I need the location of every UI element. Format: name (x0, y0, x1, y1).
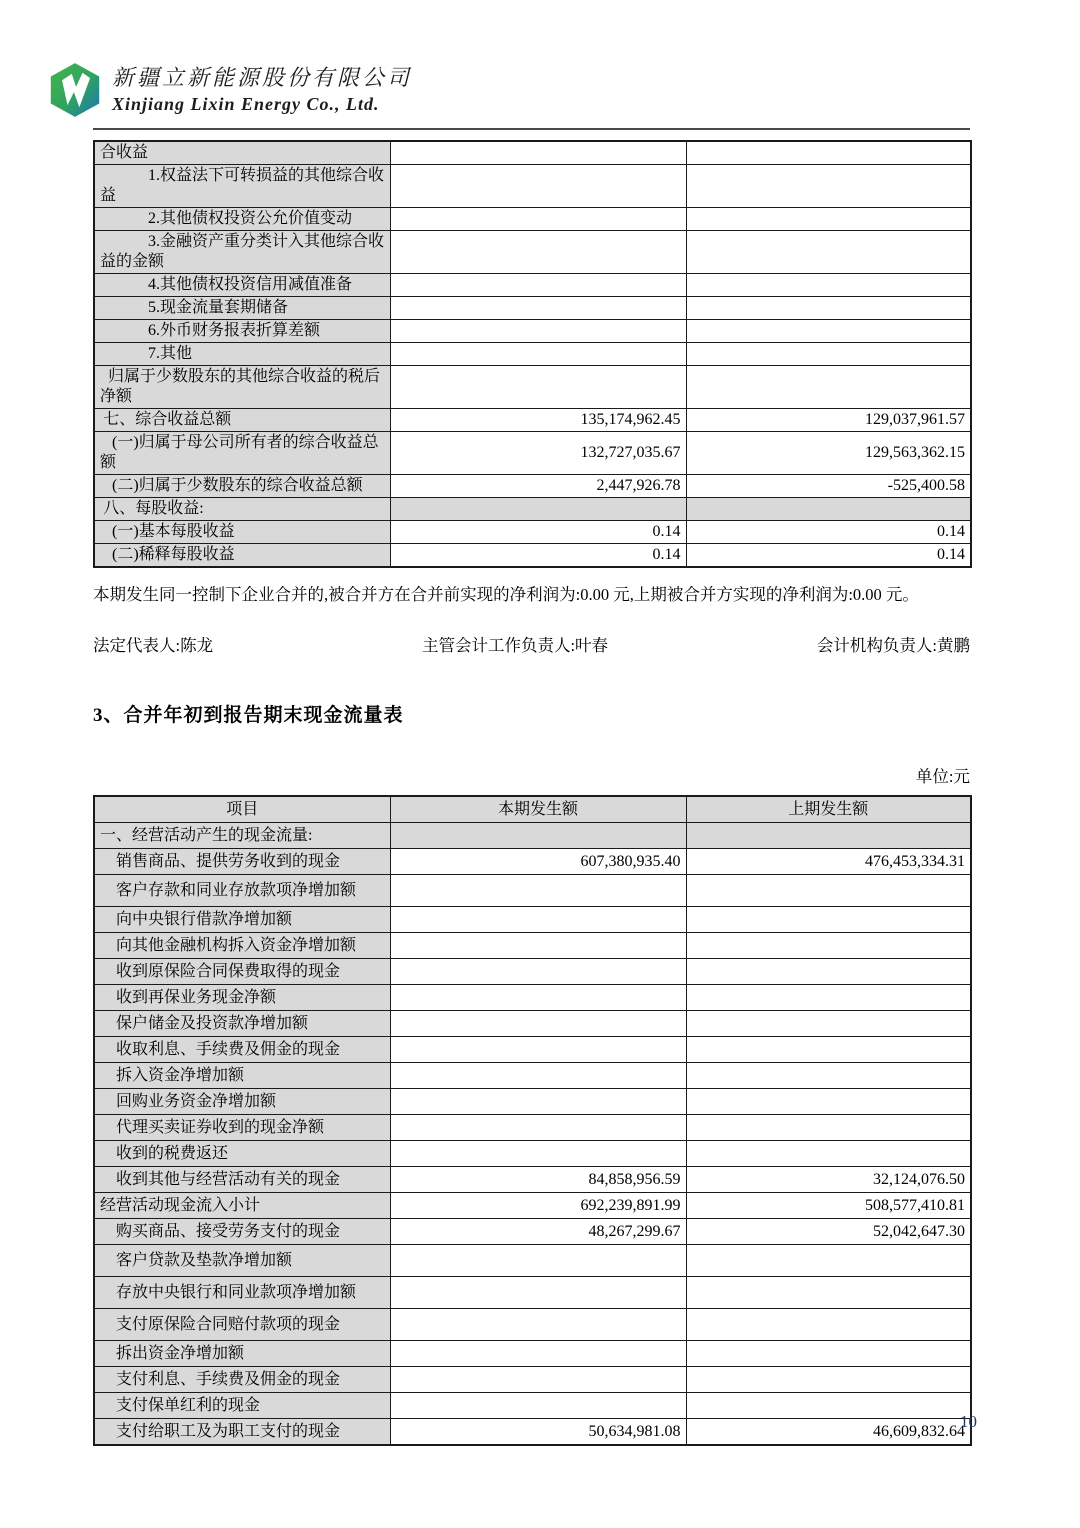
table-row (94, 1309, 971, 1341)
row-label: (二)归属于少数股东的综合收益总额 (94, 475, 390, 498)
table-row (94, 165, 971, 208)
table-row (94, 366, 971, 409)
prior-period-value: -525,400.58 (686, 475, 971, 498)
table-row (94, 1219, 971, 1245)
current-period-value: 692,239,891.99 (390, 1193, 686, 1219)
row-label: 存放中央银行和同业款项净增加额 (94, 1277, 390, 1309)
prior-period-value (686, 1309, 971, 1341)
row-label: 代理买卖证券收到的现金净额 (94, 1115, 390, 1141)
company-logo-icon (48, 62, 102, 118)
current-period-value (390, 1367, 686, 1393)
table-row (94, 933, 971, 959)
table-row (94, 1367, 971, 1393)
row-label: 合收益 (94, 141, 390, 165)
prior-period-value: 508,577,410.81 (686, 1193, 971, 1219)
column-header-prior: 上期发生额 (686, 796, 971, 823)
prior-period-value (686, 231, 971, 274)
table-row (94, 231, 971, 274)
row-label: 八、每股收益: (94, 498, 390, 521)
table-row (94, 141, 971, 165)
company-name-cn: 新疆立新能源股份有限公司 (112, 65, 413, 90)
row-label: 支付利息、手续费及佣金的现金 (94, 1367, 390, 1393)
legal-representative: 法定代表人:陈龙 (93, 636, 214, 655)
table-row (94, 498, 971, 521)
prior-period-value (686, 1277, 971, 1309)
row-label: 7.其他 (94, 343, 390, 366)
table-row (94, 1089, 971, 1115)
row-label: 经营活动现金流入小计 (94, 1193, 390, 1219)
row-label: 支付原保险合同赔付款项的现金 (94, 1309, 390, 1341)
company-header (48, 62, 412, 118)
row-label: 4.其他债权投资信用减值准备 (94, 274, 390, 297)
current-period-value (390, 231, 686, 274)
table-row (94, 1141, 971, 1167)
row-label: 2.其他债权投资公允价值变动 (94, 208, 390, 231)
table-row (94, 274, 971, 297)
table-row (94, 1277, 971, 1309)
current-period-value (390, 208, 686, 231)
current-period-value: 2,447,926.78 (390, 475, 686, 498)
table-row (94, 297, 971, 320)
merger-note: 本期发生同一控制下企业合并的,被合并方在合并前实现的净利润为:0.00 元,上期被合并方实现的净利润为:0.00 元。 (93, 585, 919, 604)
table-row (94, 1245, 971, 1277)
current-period-value (390, 141, 686, 165)
current-period-value (390, 907, 686, 933)
table-row (94, 208, 971, 231)
row-label: 回购业务资金净增加额 (94, 1089, 390, 1115)
row-label: 向其他金融机构拆入资金净增加额 (94, 933, 390, 959)
current-period-value (390, 1011, 686, 1037)
prior-period-value (686, 1141, 971, 1167)
row-label: 归属于少数股东的其他综合收益的税后净额 (94, 366, 390, 409)
table-row (94, 1167, 971, 1193)
prior-period-value: 476,453,334.31 (686, 849, 971, 875)
prior-period-value: 32,124,076.50 (686, 1167, 971, 1193)
column-header-item: 项目 (94, 796, 390, 823)
current-period-value: 84,858,956.59 (390, 1167, 686, 1193)
prior-period-value (686, 366, 971, 409)
prior-period-value: 0.14 (686, 521, 971, 544)
prior-period-value (686, 274, 971, 297)
table-row (94, 1063, 971, 1089)
page-content (93, 140, 970, 1446)
prior-period-value: 129,563,362.15 (686, 432, 971, 475)
prior-period-value (686, 141, 971, 165)
current-period-value (390, 343, 686, 366)
row-label: 收到其他与经营活动有关的现金 (94, 1167, 390, 1193)
prior-period-value (686, 208, 971, 231)
prior-period-value (686, 498, 971, 521)
row-label: 6.外币财务报表折算差额 (94, 320, 390, 343)
table-row (94, 320, 971, 343)
row-label: 1.权益法下可转损益的其他综合收益 (94, 165, 390, 208)
prior-period-value (686, 875, 971, 907)
prior-period-value (686, 1011, 971, 1037)
table-row (94, 1011, 971, 1037)
current-period-value: 50,634,981.08 (390, 1419, 686, 1446)
prior-period-value: 129,037,961.57 (686, 409, 971, 432)
prior-period-value (686, 1245, 971, 1277)
current-period-value (390, 1341, 686, 1367)
company-name-en: Xinjiang Lixin Energy Co., Ltd. (112, 94, 380, 114)
current-period-value (390, 1089, 686, 1115)
table-row (94, 409, 971, 432)
current-period-value (390, 165, 686, 208)
prior-period-value (686, 1063, 971, 1089)
section-title: 3、合并年初到报告期末现金流量表 (93, 705, 404, 726)
prior-period-value (686, 165, 971, 208)
company-names (112, 62, 412, 116)
prior-period-value (686, 823, 971, 849)
prior-period-value (686, 959, 971, 985)
table-row (94, 544, 971, 568)
table-header-row (94, 796, 971, 823)
row-label: 支付保单红利的现金 (94, 1393, 390, 1419)
table-row (94, 1037, 971, 1063)
current-period-value (390, 366, 686, 409)
table-row (94, 1193, 971, 1219)
table-row (94, 985, 971, 1011)
row-label: (二)稀释每股收益 (94, 544, 390, 568)
income-statement-table (93, 140, 972, 568)
row-label: 拆出资金净增加额 (94, 1341, 390, 1367)
row-label: 七、综合收益总额 (94, 409, 390, 432)
table-row (94, 875, 971, 907)
current-period-value (390, 823, 686, 849)
current-period-value (390, 1063, 686, 1089)
prior-period-value (686, 933, 971, 959)
current-period-value (390, 1309, 686, 1341)
prior-period-value: 46,609,832.64 (686, 1419, 971, 1446)
prior-period-value (686, 985, 971, 1011)
row-label: 保户储金及投资款净增加额 (94, 1011, 390, 1037)
current-period-value: 0.14 (390, 544, 686, 568)
row-label: 收到的税费返还 (94, 1141, 390, 1167)
row-label: 一、经营活动产生的现金流量: (94, 823, 390, 849)
table-row (94, 1115, 971, 1141)
prior-period-value (686, 343, 971, 366)
table-row (94, 1419, 971, 1446)
current-period-value (390, 1037, 686, 1063)
current-period-value (390, 498, 686, 521)
table-row (94, 432, 971, 475)
table-row (94, 1341, 971, 1367)
current-period-value (390, 320, 686, 343)
page-number: 10 (960, 1412, 977, 1431)
row-label: 客户存款和同业存放款项净增加额 (94, 875, 390, 907)
current-period-value (390, 1393, 686, 1419)
row-label: 向中央银行借款净增加额 (94, 907, 390, 933)
current-period-value (390, 1277, 686, 1309)
current-period-value (390, 985, 686, 1011)
current-period-value (390, 1115, 686, 1141)
current-period-value (390, 297, 686, 320)
row-label: (一)归属于母公司所有者的综合收益总额 (94, 432, 390, 475)
signatories-row (93, 632, 970, 656)
current-period-value (390, 1245, 686, 1277)
row-label: 购买商品、接受劳务支付的现金 (94, 1219, 390, 1245)
current-period-value: 0.14 (390, 521, 686, 544)
table-row (94, 849, 971, 875)
row-label: 收取利息、手续费及佣金的现金 (94, 1037, 390, 1063)
current-period-value (390, 274, 686, 297)
row-label: 收到再保业务现金净额 (94, 985, 390, 1011)
cashflow-table (93, 795, 972, 1446)
row-label: 销售商品、提供劳务收到的现金 (94, 849, 390, 875)
row-label: 支付给职工及为职工支付的现金 (94, 1419, 390, 1446)
row-label: 拆入资金净增加额 (94, 1063, 390, 1089)
row-label: 5.现金流量套期储备 (94, 297, 390, 320)
table-row (94, 521, 971, 544)
header-divider (93, 128, 970, 130)
current-period-value: 607,380,935.40 (390, 849, 686, 875)
table-row (94, 343, 971, 366)
current-period-value: 135,174,962.45 (390, 409, 686, 432)
prior-period-value (686, 1115, 971, 1141)
accounting-department-head: 会计机构负责人:黄鹏 (816, 636, 970, 655)
prior-period-value (686, 907, 971, 933)
current-period-value: 48,267,299.67 (390, 1219, 686, 1245)
prior-period-value (686, 1341, 971, 1367)
chief-accounting-officer: 主管会计工作负责人:叶春 (421, 636, 609, 655)
row-label: (一)基本每股收益 (94, 521, 390, 544)
prior-period-value (686, 297, 971, 320)
column-header-current: 本期发生额 (390, 796, 686, 823)
table-row (94, 907, 971, 933)
row-label: 客户贷款及垫款净增加额 (94, 1245, 390, 1277)
prior-period-value: 52,042,647.30 (686, 1219, 971, 1245)
table-row (94, 475, 971, 498)
prior-period-value: 0.14 (686, 544, 971, 568)
prior-period-value (686, 1037, 971, 1063)
table-row (94, 959, 971, 985)
row-label: 3.金融资产重分类计入其他综合收益的金额 (94, 231, 390, 274)
row-label: 收到原保险合同保费取得的现金 (94, 959, 390, 985)
current-period-value (390, 1141, 686, 1167)
current-period-value (390, 933, 686, 959)
current-period-value (390, 959, 686, 985)
unit-label: 单位:元 (915, 767, 970, 786)
prior-period-value (686, 1393, 971, 1419)
current-period-value: 132,727,035.67 (390, 432, 686, 475)
table-row (94, 1393, 971, 1419)
prior-period-value (686, 320, 971, 343)
prior-period-value (686, 1089, 971, 1115)
prior-period-value (686, 1367, 971, 1393)
table-row (94, 823, 971, 849)
current-period-value (390, 875, 686, 907)
